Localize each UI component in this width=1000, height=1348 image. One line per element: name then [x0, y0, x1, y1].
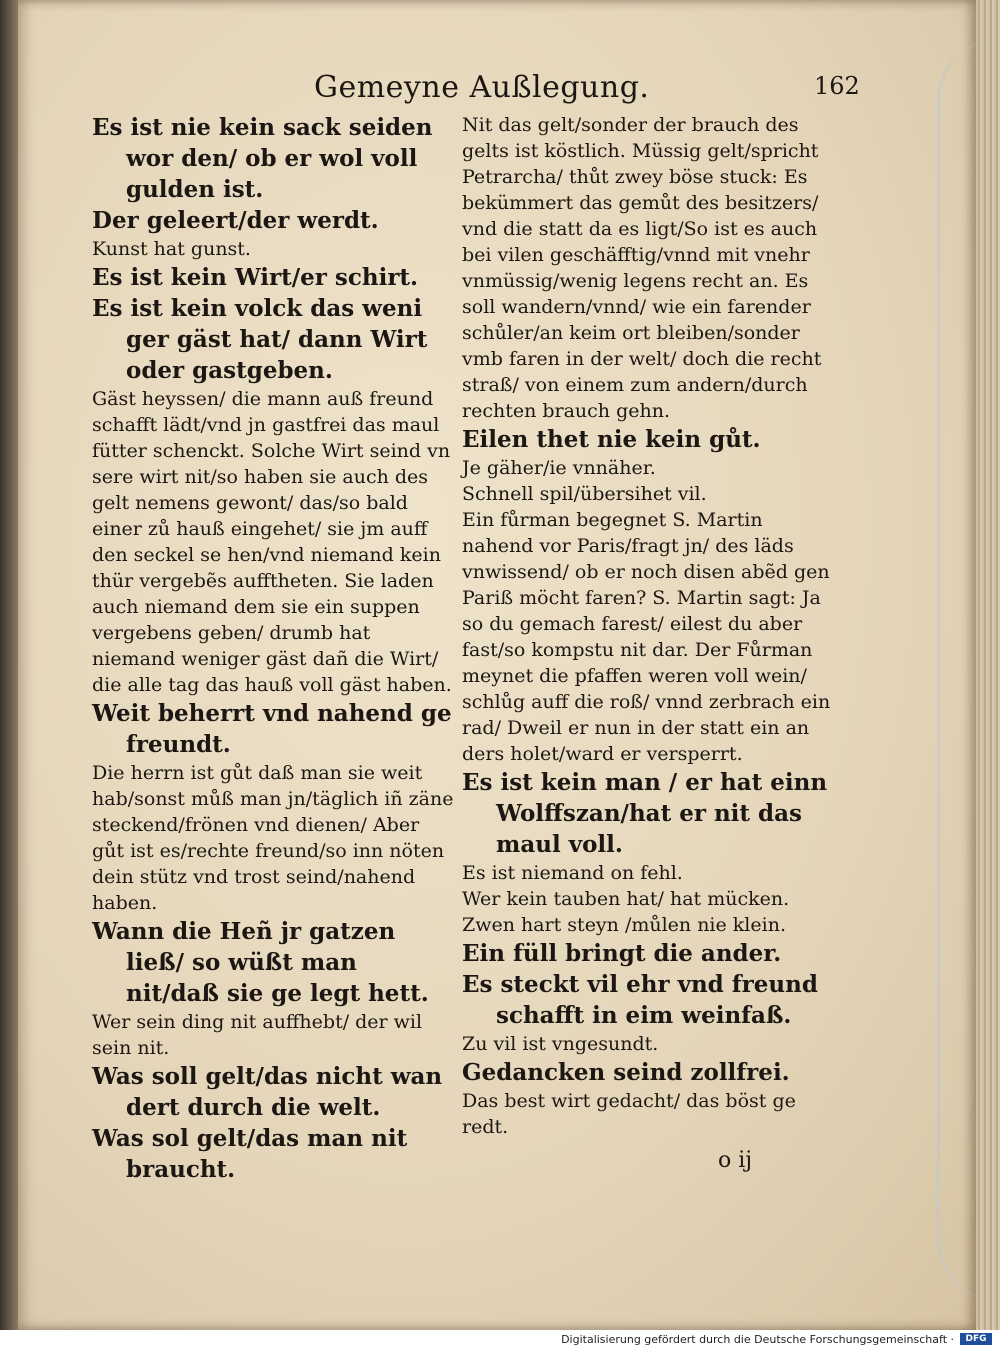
- right-text-column: [462, 112, 840, 1140]
- left-text-column: [92, 112, 454, 1185]
- commentary-text: Zwen hart steyn /můlen nie klein.: [462, 914, 786, 936]
- commentary-text: Es ist niemand on fehl.: [462, 862, 683, 884]
- page-number: 162: [814, 72, 860, 100]
- proverb-heading: Der geleert/der werdt.: [92, 207, 379, 234]
- commentary-text: Kunst hat gunst.: [92, 238, 251, 260]
- commentary-text: Zu vil ist vngesundt.: [462, 1033, 659, 1055]
- proverb-heading: Es ist kein Wirt/er schirt.: [92, 264, 419, 291]
- commentary-text: Ein fůrman begegnet S. Martin nahend vor Paris/fragt jn/ des läds vnwissend/ ob er noch disen abẽd gen Pariß möcht faren? S. Martin sagt: Ja so du gemach farest/ eilest du aber fast/so kompstu nit dar. Der Fůrman meynet die pfaffen weren voll wein/ schlůg auff die roß/ vnnd zerbrach ein rad/ Dweil er nun in der statt ein an ders holet/ward er versperrt.: [462, 509, 831, 765]
- dfg-logo: DFG: [960, 1333, 992, 1345]
- commentary-text: Wer sein ding nit auffhebt/ der wil sein nit.: [92, 1011, 423, 1059]
- running-head: Gemeyne Außlegung.: [314, 70, 650, 105]
- commentary-text: Je gäher/ie vnnäher.: [462, 457, 656, 479]
- commentary-text: Das best wirt gedacht/ das böst ge redt.: [462, 1090, 796, 1138]
- proverb-heading: Es ist nie kein sack seiden wor den/ ob er wol voll gulden ist.: [92, 114, 433, 203]
- commentary-text: Gäst heyssen/ die mann auß freund schafft lädt/vnd jn gastfrei das maul fütter schenckt. Solche Wirt seind vn sere wirt nit/so haben sie auch des gelt nemens gewont/ das/so bald einer zů hauß eingehet/ sie jm auff den seckel se hen/vnd niemand kein thür vergebẽs aufftheten. Sie laden auch niemand dem sie ein suppen vergebens geben/ drumb hat niemand weniger gäst dañ die Wirt/ die alle tag das hauß voll gäst haben.: [92, 388, 452, 696]
- proverb-heading: Was soll gelt/das nicht wan dert durch die welt.: [92, 1063, 443, 1121]
- book-binding-edge: [0, 0, 18, 1330]
- proverb-heading: Gedancken seind zollfrei.: [462, 1059, 790, 1086]
- commentary-text: Schnell spil/übersihet vil.: [462, 483, 707, 505]
- commentary-text: Wer kein tauben hat/ hat mücken.: [462, 888, 790, 910]
- signature-mark: o ij: [718, 1148, 753, 1173]
- proverb-heading: Es ist kein volck das weni ger gäst hat/ dann Wirt oder gastgeben.: [92, 295, 428, 384]
- proverb-heading: Weit beherrt vnd nahend ge freundt.: [92, 700, 452, 758]
- commentary-text: Die herrn ist gůt daß man sie weit hab/sonst můß man jn/täglich iñ zäne steckend/frönen vnd dienen/ Aber gůt ist es/rechte freund/so inn nöten dein stütz vnd trost seind/nahend haben.: [92, 762, 454, 914]
- plastic-clip: [937, 40, 1000, 1300]
- funding-credit: Digitalisierung gefördert durch die Deutsche Forschungsgemeinschaft ·: [561, 1333, 954, 1346]
- page-header: [314, 70, 860, 110]
- proverb-heading: Eilen thet nie kein gůt.: [462, 426, 761, 453]
- proverb-heading: Es ist kein man / er hat einn Wolffszan/hat er nit das maul voll.: [462, 769, 828, 858]
- proverb-heading: Wann die Heñ jr gatzen ließ/ so wüßt man nit/daß sie ge legt hett.: [92, 918, 429, 1007]
- proverb-heading: Was sol gelt/das man nit braucht.: [92, 1125, 408, 1183]
- proverb-heading: Es steckt vil ehr vnd freund schafft in eim weinfaß.: [462, 971, 818, 1029]
- proverb-heading: Ein füll bringt die ander.: [462, 940, 782, 967]
- commentary-text: Nit das gelt/sonder der brauch des gelts ist köstlich. Müssig gelt/spricht Petrarcha/ thůt zwey böse stuck: Es bekümmert das gemůt des besitzers/ vnd die statt da es ligt/So ist es auch bei vilen geschäfftig/vnnd mit vnehr vnmüssig/wenig legens recht an. Es soll wandern/vnnd/ wie ein farender schůler/an keim ort bleiben/sonder vmb faren in der welt/ doch die recht straß/ von einem zum andern/durch rechten brauch gehn.: [462, 114, 822, 422]
